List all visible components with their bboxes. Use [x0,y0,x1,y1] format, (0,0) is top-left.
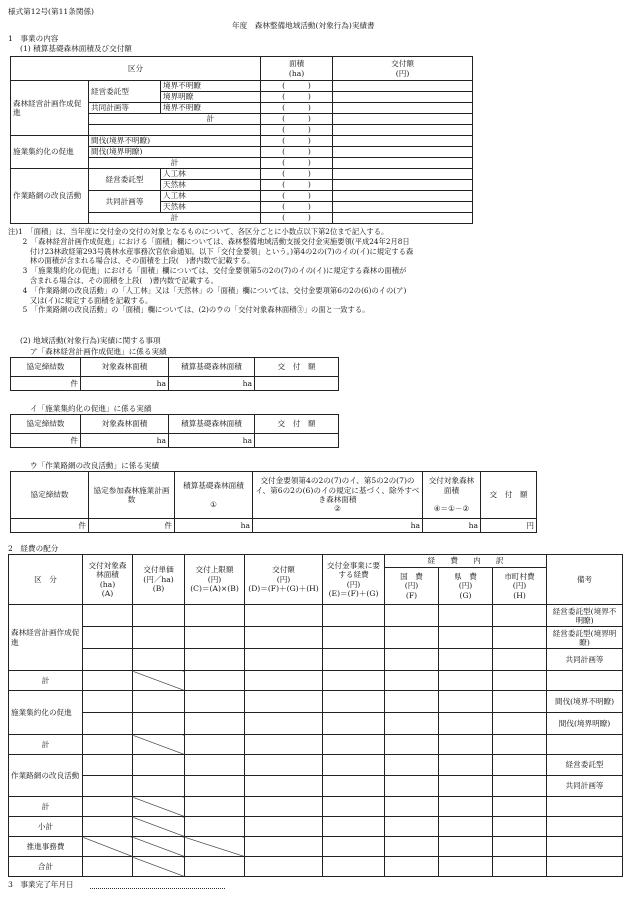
cell-f[interactable] [385,755,439,776]
cell-d[interactable] [245,713,323,735]
cell-h[interactable] [493,817,547,837]
cell-a[interactable] [83,776,133,797]
amount-cell[interactable] [333,114,473,125]
area-cell[interactable]: ( ) [261,158,333,169]
note-line: 含まれる場合は、その面積を上段( )書内数で記載する。 [8,275,219,285]
note-line: 又は(イ)に規定する面積を記載する。 [8,295,153,305]
type-keiei: 経営委託型 [89,169,161,191]
cell-f[interactable] [385,671,439,691]
cell-b[interactable] [133,627,185,649]
amount-cell[interactable] [333,147,473,158]
biko-cell[interactable] [547,857,623,877]
header-d: 交付額 (円) (D)＝(F)＋(G)＋(H) [245,555,323,605]
cell-h[interactable] [493,735,547,755]
cell-d[interactable] [245,691,323,713]
cell-c[interactable] [185,755,245,776]
cell-ken[interactable]: 件 [11,377,81,391]
cell-e[interactable] [323,605,385,627]
cell-e[interactable] [323,837,385,857]
col-kyoutei: 協定締結数 [11,472,89,519]
biko-cell: 経営委託型 [547,755,623,776]
notes [8,227,413,315]
header-g: 県 費 (円) (G) [439,568,493,605]
cell-amount[interactable] [255,377,339,391]
amount-cell[interactable] [333,158,473,169]
cell-f[interactable] [385,649,439,671]
cell-d[interactable] [245,735,323,755]
header-amount: 交付額 (円) [333,57,473,81]
group-romou: 作業路網の改良活動 [11,169,89,224]
group-shuyaku: 施業集約化の促進 [11,136,89,169]
col-kyoutei: 協定締結数 [11,415,81,434]
cell-a[interactable] [83,649,133,671]
amount-cell[interactable] [333,125,473,136]
cell-d[interactable] [245,671,323,691]
area-cell[interactable]: ( ) [261,136,333,147]
label-shoukei: 小計 [9,817,83,837]
cell-ha[interactable]: ha [169,434,255,448]
table-a [10,357,339,391]
cell-h[interactable] [493,755,547,776]
label-fumeiryo: 境界不明瞭 [161,81,261,92]
cell-amount[interactable] [255,434,339,448]
cell-c[interactable] [185,671,245,691]
cell-g[interactable] [439,735,493,755]
biko-cell[interactable] [547,837,623,857]
amount-cell[interactable] [333,81,473,92]
cell-g[interactable] [439,817,493,837]
cell-a-blank [83,837,133,857]
label-goukei: 合計 [9,857,83,877]
cell-a[interactable] [83,605,133,627]
cell-f[interactable] [385,776,439,797]
note-line: 付け23林政経第293号農林水産事務次官依命通知。以下「交付金要領」という。)第4の2の(7)のイの(イ)に規定する森 [8,246,414,256]
cell-b[interactable] [133,691,185,713]
cell-g[interactable] [439,691,493,713]
area-cell[interactable]: ( ) [261,191,333,202]
cell-h[interactable] [493,837,547,857]
label-kanbatsu-meiryo: 間伐(境界明瞭) [89,147,261,158]
cell-b-blank [133,817,185,837]
type-kyoudou: 共同計画等 [89,191,161,213]
cell-g[interactable] [439,755,493,776]
cell-b[interactable] [133,713,185,735]
col-sekisan: 積算基礎森林面積 [169,358,255,377]
cell-ha[interactable]: ha [253,519,423,533]
cell-b[interactable] [133,755,185,776]
label-suishin: 推進事務費 [9,837,83,857]
completion-date-field[interactable] [90,882,225,889]
amount-cell[interactable] [333,136,473,147]
col-sanka: 協定参加森林施業計画数 [89,472,175,519]
cell-g[interactable] [439,605,493,627]
cell-h[interactable] [493,857,547,877]
label-tennen: 天然林 [161,202,261,213]
col-taishou: 対象森林面積 [81,358,169,377]
amount-cell[interactable] [333,180,473,191]
section1-sub1: (1) 積算基礎森林面積及び交付額 [20,44,132,53]
cell-ha[interactable]: ha [81,377,169,391]
cell-c-blank [185,837,245,857]
cell-h[interactable] [493,691,547,713]
cell-a[interactable] [83,713,133,735]
area-cell[interactable]: ( ) [261,114,333,125]
amount-cell[interactable] [333,169,473,180]
cell-a[interactable] [83,797,133,817]
cell-e[interactable] [323,797,385,817]
label-kei: 計 [89,158,261,169]
cell-f[interactable] [385,605,439,627]
cell-e[interactable] [323,776,385,797]
biko-cell: 経営委託型(境界不明瞭) [547,605,623,627]
cell-b-blank [133,735,185,755]
section3-heading: 3 事業完了年月日 [8,880,74,889]
note-line: 林の面積が含まれる場合は、その面積を上段( )書内数で記載する。 [8,256,255,266]
header-e: 交付金事業に要する経費 (円) (E)＝(F)＋(G) [323,555,385,605]
form-number: 様式第12号(第11条関係) [8,7,94,16]
cell-g[interactable] [439,797,493,817]
cell-ken[interactable]: 件 [11,519,89,533]
area-cell[interactable]: ( ) [261,180,333,191]
cell-g[interactable] [439,627,493,649]
group-keikaku: 森林経営計画作成促進 [11,81,89,136]
cell-e[interactable] [323,649,385,671]
biko-cell[interactable] [547,817,623,837]
cell-c[interactable] [185,605,245,627]
biko-cell: 間伐(境界明瞭) [547,713,623,735]
col-koufu: 交 付 額 [481,472,537,519]
group-shuyaku: 施業集約化の促進 [9,691,83,735]
cell-h[interactable] [493,605,547,627]
label-kei: 計 [9,797,83,817]
cell-e[interactable] [323,755,385,776]
cell-c[interactable] [185,649,245,671]
section3 [8,880,225,889]
expense-table [8,554,623,877]
note-line: 4 「作業路網の改良活動」の「人工林」又は「天然林」の「面積」欄については、交付金要項第6の2の(6)のイの(ア) [8,285,407,295]
amount-cell[interactable] [333,213,473,224]
area-cell[interactable]: ( ) [261,103,333,114]
section1-heading: 1 事業の内容 [8,34,59,43]
cell-a[interactable] [83,817,133,837]
cell-g[interactable] [439,837,493,857]
col-koufu: 交 付 額 [255,358,339,377]
cell-f[interactable] [385,797,439,817]
label-tennen: 天然林 [161,180,261,191]
table-i-title: イ「施業集約化の促進」に係る実績 [30,404,152,413]
cell-ha[interactable]: ha [81,434,169,448]
section2-heading: 2 経費の配分 [8,544,59,553]
cell-c[interactable] [185,797,245,817]
biko-cell[interactable] [547,735,623,755]
header-c: 交付上限額 (円) (C)＝(A)×(B) [185,555,245,605]
group-romou: 作業路網の改良活動 [9,755,83,797]
cell-h[interactable] [493,627,547,649]
cell-b-blank [133,837,185,857]
cell-a[interactable] [83,735,133,755]
area-cell[interactable]: ( ) [261,202,333,213]
cell-d[interactable] [245,627,323,649]
col-taishou: 交付対象森林面積 ④＝①－② [423,472,481,519]
header-breakdown: 経 費 内 訳 [385,555,547,568]
cell-d[interactable] [245,605,323,627]
note-line: 注)1 「面積」は、当年度に交付金の交付の対象となるものについて、各区分ごとに小数点以下第2位まで記入する。 [8,227,389,236]
cell-d[interactable] [245,649,323,671]
cell-b-blank [133,857,185,877]
cell-a[interactable] [83,671,133,691]
header-biko: 備考 [547,555,623,605]
note-line: 3 「施業集約化の促進」における「面積」欄については、交付金要領第5の2の(7)のイの(イ)に規定する森林の面積が [8,266,407,276]
cell-a[interactable] [83,691,133,713]
cell-h[interactable] [493,713,547,735]
label-kei: 計 [161,114,261,125]
area-cell[interactable]: ( ) [261,92,333,103]
cell-f[interactable] [385,713,439,735]
biko-cell: 間伐(境界不明瞭) [547,691,623,713]
cell-g[interactable] [439,713,493,735]
label-fumeiryo: 境界不明瞭 [161,103,261,114]
cell-b[interactable] [133,605,185,627]
label-meiryo: 境界明瞭 [161,92,261,103]
cell-yen[interactable]: 円 [481,519,537,533]
label-jinkou: 人工林 [161,169,261,180]
cell-d[interactable] [245,857,323,877]
cell-d[interactable] [245,776,323,797]
area-amount-table [10,56,473,224]
header-kubun: 区分 [11,57,261,81]
area-cell[interactable]: ( ) [261,213,333,224]
note-line: 2 「森林経営計画作成促進」における「面積」欄については、森林整備地域活動支援交付金実施要領(平成24年2月8日 [8,236,410,246]
group-keikaku: 森林経営計画作成促進 [9,605,83,671]
amount-cell[interactable] [333,191,473,202]
cell-ken[interactable]: 件 [11,434,81,448]
biko-cell: 経営委託型(境界明瞭) [547,627,623,649]
cell-d[interactable] [245,755,323,776]
cell-f[interactable] [385,627,439,649]
amount-cell[interactable] [333,103,473,114]
type-kyoudou: 共同計画等 [89,103,161,114]
amount-cell[interactable] [333,202,473,213]
cell-e[interactable] [323,857,385,877]
cell-e[interactable] [323,671,385,691]
cell-d[interactable] [245,837,323,857]
cell-c[interactable] [185,627,245,649]
cell-e[interactable] [323,691,385,713]
area-cell[interactable]: ( ) [261,125,333,136]
cell-d[interactable] [245,797,323,817]
biko-cell: 共同計画等 [547,649,623,671]
cell-g[interactable] [439,857,493,877]
cell-a[interactable] [83,755,133,776]
amount-cell[interactable] [333,92,473,103]
cell-f[interactable] [385,857,439,877]
document-title: 年度 森林整備地域活動(対象行為)実績書 [232,21,375,30]
label-jinkou: 人工林 [161,191,261,202]
cell-c[interactable] [185,857,245,877]
cell-d[interactable] [245,817,323,837]
label-kei: 計 [9,671,83,691]
cell-g[interactable] [439,671,493,691]
cell-ha[interactable]: ha [175,519,253,533]
note-line: 5 「作業路網の改良活動」の「面積」欄については、(2)のウの「交付対象森林面積③」の面と一致する。 [8,305,370,315]
cell-f[interactable] [385,735,439,755]
type-keiei: 経営委託型 [89,81,161,103]
col-jogai: 交付金要領第4の2の(7)のイ、第5の2の(7)のイ、第6の2の(6)のイの規定に基づく、除外すべき森林面積 ② [253,472,423,519]
cell-g[interactable] [439,649,493,671]
header-area: 面積 (ha) [261,57,333,81]
area-cell[interactable]: ( ) [261,81,333,92]
table-u-title: ウ「作業路網の改良活動」に係る実績 [30,461,160,470]
cell-b-blank [133,797,185,817]
cell-h[interactable] [493,776,547,797]
cell-c[interactable] [185,817,245,837]
cell-a[interactable] [83,857,133,877]
cell-f[interactable] [385,691,439,713]
header-kubun: 区 分 [9,555,83,605]
cell-c[interactable] [185,691,245,713]
col-sekisan: 積算基礎森林面積 [169,415,255,434]
cell-f[interactable] [385,817,439,837]
table-u [10,471,537,533]
label-kei: 計 [89,213,261,224]
table-a-title: ア「森林経営計画作成促進」に係る実績 [30,347,167,356]
cell-e[interactable] [323,713,385,735]
cell-b[interactable] [133,649,185,671]
cell-e[interactable] [323,627,385,649]
cell-b[interactable] [133,776,185,797]
cell-c[interactable] [185,713,245,735]
label-kei: 計 [9,735,83,755]
biko-cell: 共同計画等 [547,776,623,797]
cell-h[interactable] [493,797,547,817]
header-b: 交付単価 (円／ha) (B) [133,555,185,605]
cell-c[interactable] [185,776,245,797]
col-koufu: 交 付 額 [255,415,339,434]
section1-sub2: (2) 地域活動(対象行為)実績に関する事項 [20,336,161,345]
cell-e[interactable] [323,735,385,755]
cell-a[interactable] [83,627,133,649]
col-kyoutei: 協定締結数 [11,358,81,377]
cell-ken[interactable]: 件 [89,519,175,533]
header-f: 国 費 (円) (F) [385,568,439,605]
area-cell[interactable]: ( ) [261,147,333,158]
cell-b-blank [133,671,185,691]
label-kanbatsu-fumeiryo: 間伐(境界不明瞭) [89,136,261,147]
cell-e[interactable] [323,817,385,837]
col-sekisan: 積算基礎森林面積 ① [175,472,253,519]
cell-c[interactable] [185,735,245,755]
cell-ha[interactable]: ha [423,519,481,533]
header-a: 交付対象森林面積 (ha) (A) [83,555,133,605]
biko-cell[interactable] [547,797,623,817]
cell-ha[interactable]: ha [169,377,255,391]
biko-cell[interactable] [547,671,623,691]
header-h: 市町村費 (円) (H) [493,568,547,605]
cell-g[interactable] [439,776,493,797]
cell-f[interactable] [385,837,439,857]
cell-h[interactable] [493,671,547,691]
cell-h[interactable] [493,649,547,671]
col-taishou: 対象森林面積 [81,415,169,434]
table-i [10,414,339,448]
area-cell[interactable]: ( ) [261,169,333,180]
